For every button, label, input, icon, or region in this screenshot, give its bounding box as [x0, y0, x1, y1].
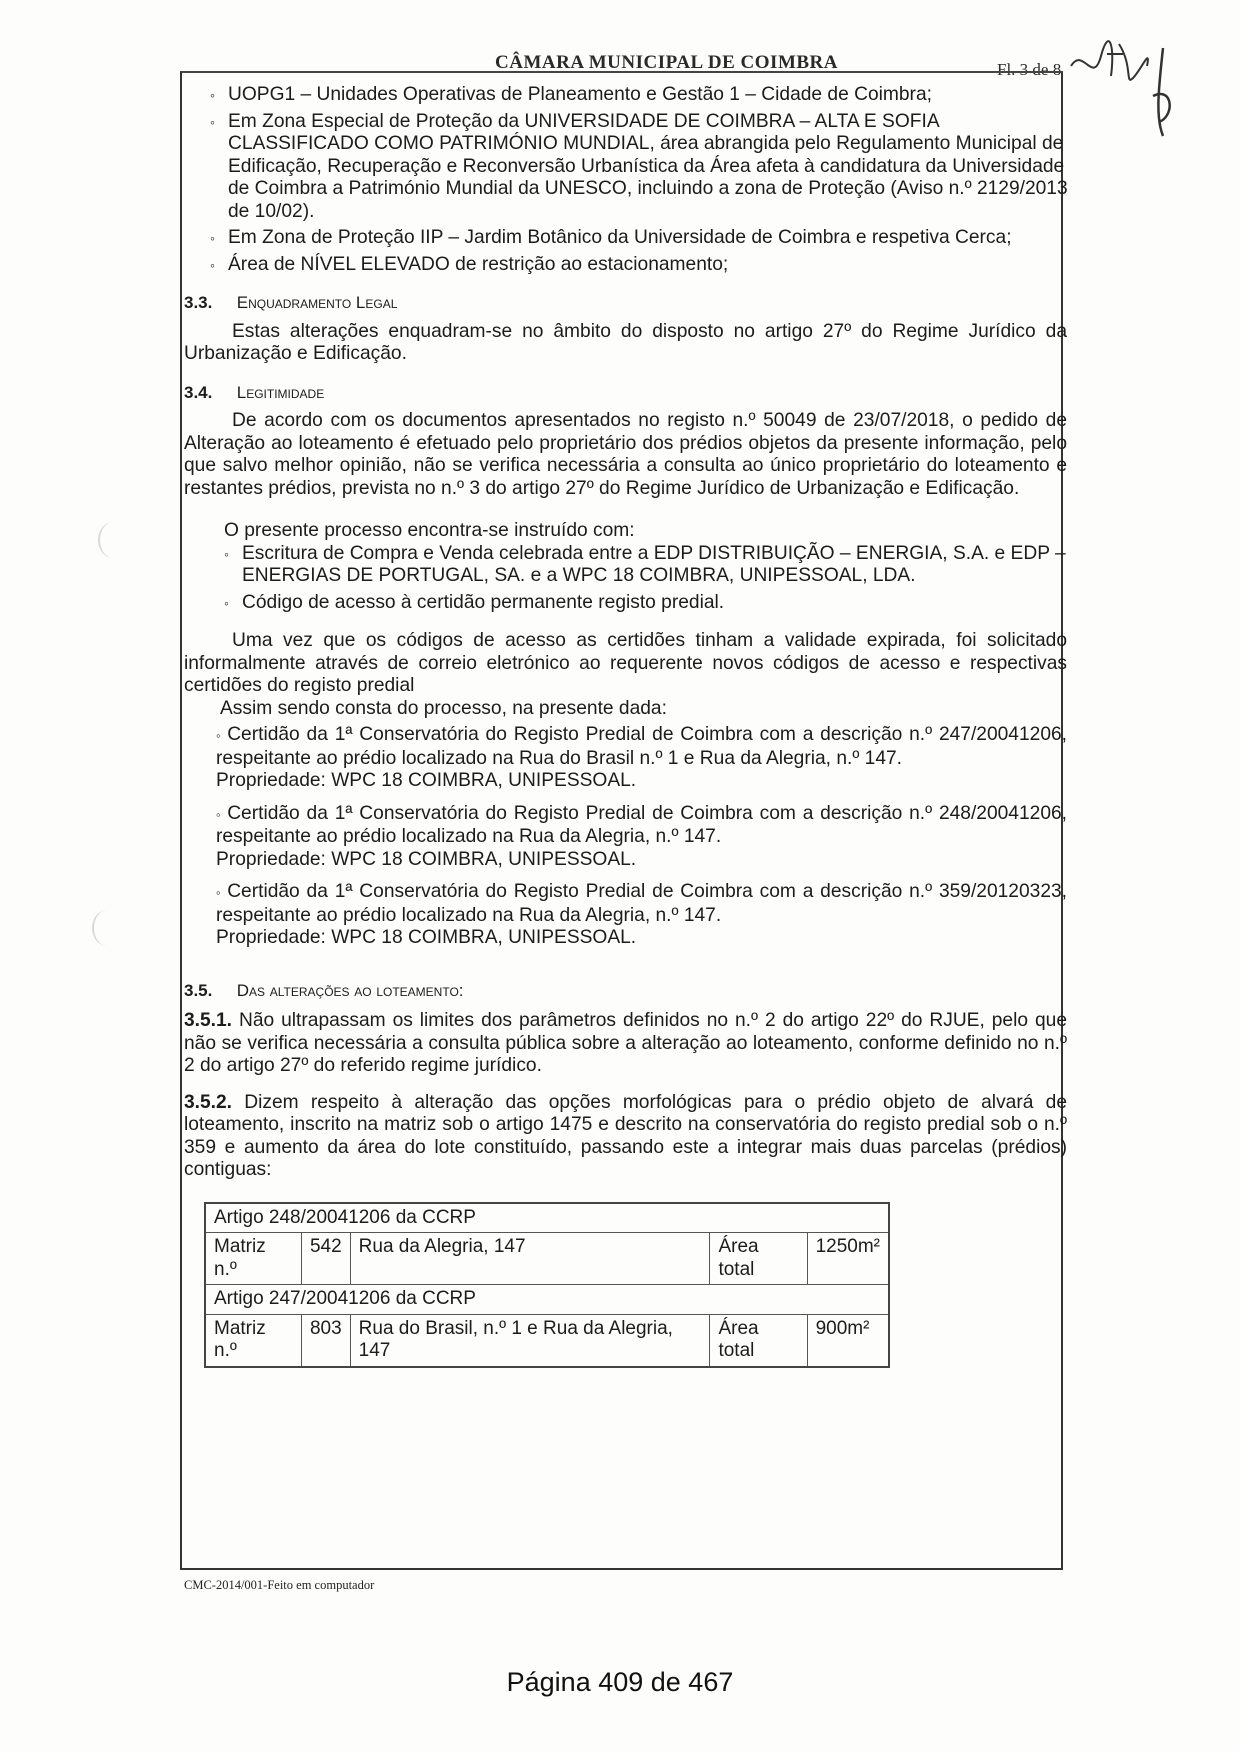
certificate-entry: [180, 724, 1077, 770]
certificate-owner: Propriedade: WPC 18 COIMBRA, UNIPESSOAL.: [216, 848, 637, 870]
table-row: [205, 1314, 889, 1367]
subsection-text: Não ultrapassam os limites dos parâmetros definidos no n.º 2 do artigo 22º do RJUE, pelo que não se verifica necessária a consulta pública sobre a alteração ao loteamento, conforme definido no n.º 2 do artigo 27º do referido regime jurídico.: [184, 1010, 1067, 1076]
subsection-text: Dizem respeito à alteração das opções morfológicas para o prédio objeto de alvará de loteamento, inscrito na matriz sob o artigo 1475 e descrito na conservatória do registo predial sob o n.º 359 e aumento da área do lote constituído, passando este a integrar mais duas parcelas (prédios) contiguas:: [184, 1091, 1067, 1180]
certificate-entry: [180, 803, 1077, 849]
certificate-entry: [180, 881, 1077, 927]
certificate-owner: Propriedade: WPC 18 COIMBRA, UNIPESSOAL.: [216, 927, 637, 948]
property-table: [204, 1202, 890, 1368]
matrix-value-cell: 542: [301, 1233, 350, 1285]
address-cell: Rua do Brasil, n.º 1 e Rua da Alegria, 147: [350, 1314, 710, 1367]
area-value-cell: 900m²: [807, 1314, 889, 1367]
page-header-title: CÂMARA MUNICIPAL DE COIMBRA: [495, 52, 839, 73]
subsection-number: 3.5.1.: [184, 1010, 233, 1031]
handwritten-signature: [1063, 26, 1183, 146]
table-heading-row: [205, 1285, 889, 1315]
section-number: 3.5.: [184, 980, 213, 1000]
section-heading: [180, 382, 1077, 405]
section-title: Enquadramento Legal: [236, 293, 398, 312]
section-number: 3.4.: [184, 382, 213, 402]
process-paragraph: Assim sendo consta do processo, na presente dada:: [220, 697, 667, 719]
area-label-cell: Área total: [710, 1233, 807, 1285]
section-heading: [180, 980, 1077, 1003]
section-title: Das alterações ao loteamento:: [236, 980, 464, 1000]
sheet-number: Fl. 3 de 8: [997, 60, 1062, 79]
punch-hole-mark: [92, 910, 122, 946]
area-value-cell: 1250m²: [807, 1233, 889, 1285]
certificate-owner: Propriedade: WPC 18 COIMBRA, UNIPESSOAL.: [216, 770, 637, 791]
section-title: Legitimidade: [236, 382, 325, 402]
zoning-item: ◦ UOPG1 – Unidades Operativas de Planeamento e Gestão 1 – Cidade de Coimbra;: [180, 84, 1077, 107]
table-heading-cell: Artigo 248/20041206 da CCRP: [205, 1203, 889, 1233]
instructed-item: ◦ Código de acesso à certidão permanente registo predial.: [194, 592, 1077, 615]
form-code: CMC-2014/001-Feito em computador: [184, 1578, 375, 1592]
codes-paragraph: Uma vez que os códigos de acesso as certidões tinham a validade expirada, foi solicitado informalmente através de correio eletrónico ao requerente novos códigos de acesso e respectivas certidões do registo predial: [184, 630, 1067, 696]
section-heading: [180, 292, 1077, 315]
certificate-text: ◦ Certidão da 1ª Conservatória do Registo Predial de Coimbra com a descrição n.º 248/20041206, respeitante ao prédio localizado na Rua da Alegria, n.º 147.: [216, 803, 1067, 849]
section-paragraph: Estas alterações enquadram-se no âmbito do disposto no artigo 27º do Regime Jurídico da Urbanização e Edificação.: [184, 320, 1067, 364]
certificate-text: ◦ Certidão da 1ª Conservatória do Registo Predial de Coimbra com a descrição n.º 247/20041206, respeitante ao prédio localizado na Rua do Brasil n.º 1 e Rua da Alegria, n.º 147.: [216, 724, 1067, 770]
page-footer: Página 409 de 467: [506, 1667, 734, 1697]
table-row: [205, 1233, 889, 1285]
zoning-list: [180, 84, 1077, 276]
subsection-number: 3.5.2.: [184, 1091, 233, 1113]
address-cell: Rua da Alegria, 147: [350, 1233, 710, 1285]
subsection-paragraph: [180, 1092, 1077, 1182]
matrix-label-cell: Matriz n.º: [205, 1314, 301, 1367]
matrix-label-cell: Matriz n.º: [205, 1233, 301, 1285]
table-heading-cell: Artigo 247/20041206 da CCRP: [205, 1285, 889, 1315]
section-paragraph: De acordo com os documentos apresentados no registo n.º 50049 de 23/07/2018, o pedido de Alteração ao loteamento é efetuado pelo proprietário dos prédios objetos da presente informação, pelo que salvo melhor opinião, não se verifica necessária a consulta ao único proprietário do loteamento e restantes prédios, prevista no n.º 3 do artigo 27º do Regime Jurídico de Urbanização e Edificação.: [184, 410, 1067, 499]
subsection-paragraph: [180, 1010, 1077, 1078]
matrix-value-cell: 803: [301, 1314, 350, 1367]
punch-hole-mark: [98, 522, 128, 558]
certificate-text: ◦ Certidão da 1ª Conservatória do Registo Predial de Coimbra com a descrição n.º 359/20120323, respeitante ao prédio localizado na Rua da Alegria, n.º 147.: [216, 881, 1067, 927]
zoning-item: ◦ Em Zona Especial de Proteção da UNIVERSIDADE DE COIMBRA – ALTA E SOFIA CLASSIFICADO COMO PATRIMÓNIO MUNDIAL, área abrangida pelo Regulamento Municipal de Edificação, Recuperação e Reconversão Urbanística da Área afeta à candidatura da Universidade de Coimbra a Património Mundial da UNESCO, incluindo a zona de Proteção (Aviso n.º 2129/2013 de 10/02).: [180, 111, 1077, 224]
section-number: 3.3.: [184, 293, 213, 312]
table-heading-row: [205, 1203, 889, 1233]
document-body: [180, 84, 1077, 1368]
instructed-item: ◦ Escritura de Compra e Venda celebrada entre a EDP DISTRIBUIÇÃO – ENERGIA, S.A. e EDP – ENERGIAS DE PORTUGAL, SA. e a WPC 18 COIMBRA, UNIPESSOAL, LDA.: [194, 543, 1077, 588]
instructed-intro: O presente processo encontra-se instruído com:: [224, 520, 635, 541]
zoning-item: ◦ Área de NÍVEL ELEVADO de restrição ao estacionamento;: [180, 254, 1077, 277]
area-label-cell: Área total: [710, 1314, 807, 1367]
zoning-item: ◦ Em Zona de Proteção IIP – Jardim Botânico da Universidade de Coimbra e respetiva Cerca;: [180, 227, 1077, 250]
instructed-list: [180, 543, 1077, 615]
